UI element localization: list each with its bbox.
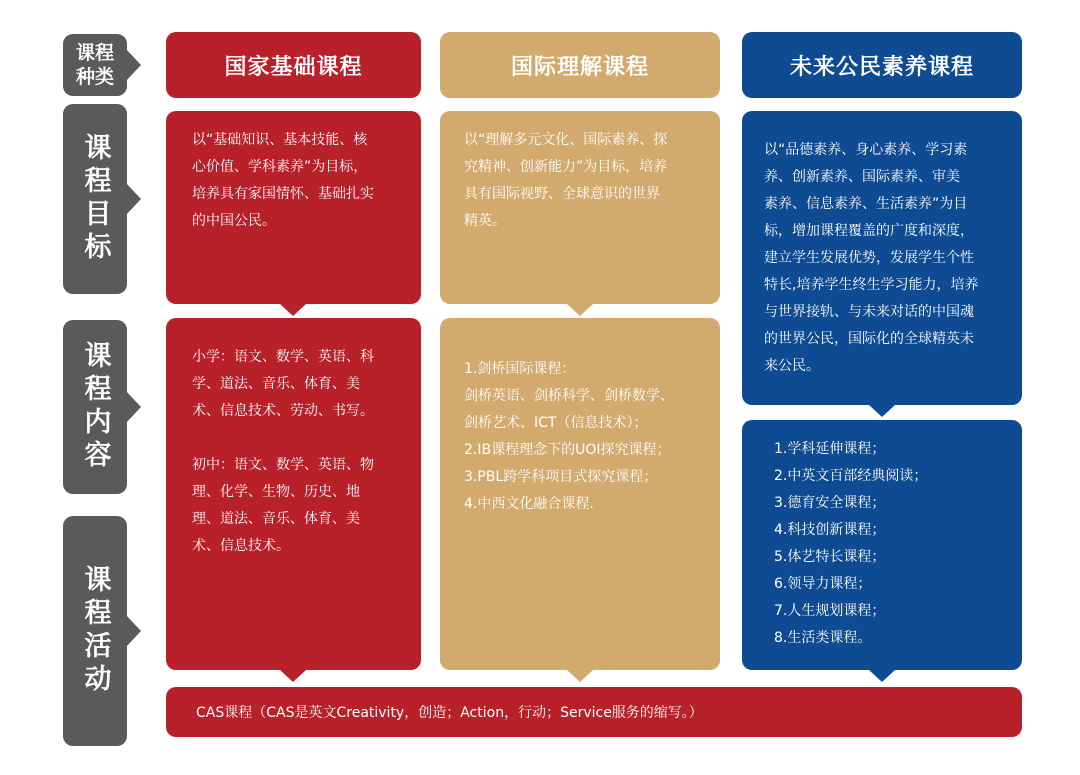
row-label-course-goal: 课程目标 [63, 104, 127, 294]
connector-arrow [280, 670, 306, 682]
header-future-citizen: 未来公民素养课程 [742, 32, 1022, 98]
connector-arrow [869, 405, 895, 417]
content-national-basic: 小学：语文、数学、英语、科 学、道法、音乐、体育、美 术、信息技术、劳动、书写。 初中：语文、数学、英语、物 理、化学、生物、历史、地 理、道法、音乐、体育、美 术、信息技术。 [166, 318, 421, 670]
goal-national-basic: 以“基础知识、基本技能、核 心价值、学科素养”为目标， 培养具有家国情怀、基础扎实 的中国公民。 [166, 111, 421, 304]
connector-arrow [567, 670, 593, 682]
header-national-basic: 国家基础课程 [166, 32, 421, 98]
header-international-understanding: 国际理解课程 [440, 32, 720, 98]
connector-arrow [280, 304, 306, 316]
goal-future-citizen: 以“品德素养、身心素养、学习素 养、创新素养、国际素养、审美 素养、信息素养、生活素养”为目 标，增加课程覆盖的广度和深度， 建立学生发展优势，发展学生个性 特长,培养学生终生学习能力，培养 与世界接轨、与未来对话的中国魂 的世界公民，国际化的全球精英未 来公民。 [742, 111, 1022, 405]
row-label-course-activity: 课程活动 [63, 516, 127, 746]
row-label-course-type: 课程 种类 [63, 34, 127, 96]
activity-cas-banner: CAS课程（CAS是英文Creativity，创造；Action，行动；Service服务的缩写。） [166, 687, 1022, 737]
content-international-understanding: 1.剑桥国际课程： 剑桥英语、剑桥科学、剑桥数学、 剑桥艺术、ICT（信息技术）； 2.IB课程理念下的UOI探究课程； 3.PBL跨学科项目式探究课程； 4.中西文化融合课程. [440, 318, 720, 670]
connector-arrow [567, 304, 593, 316]
connector-arrow [869, 670, 895, 682]
content-future-citizen: 1.学科延伸课程； 2.中英文百部经典阅读； 3.德育安全课程； 4.科技创新课程； 5.体艺特长课程； 6.领导力课程； 7.人生规划课程； 8.生活类课程。 [742, 420, 1022, 670]
goal-international-understanding: 以“理解多元文化、国际素养、探 究精神、创新能力”为目标，培养 具有国际视野、全球意识的世界 精英。 [440, 111, 720, 304]
row-label-course-content: 课程内容 [63, 320, 127, 494]
